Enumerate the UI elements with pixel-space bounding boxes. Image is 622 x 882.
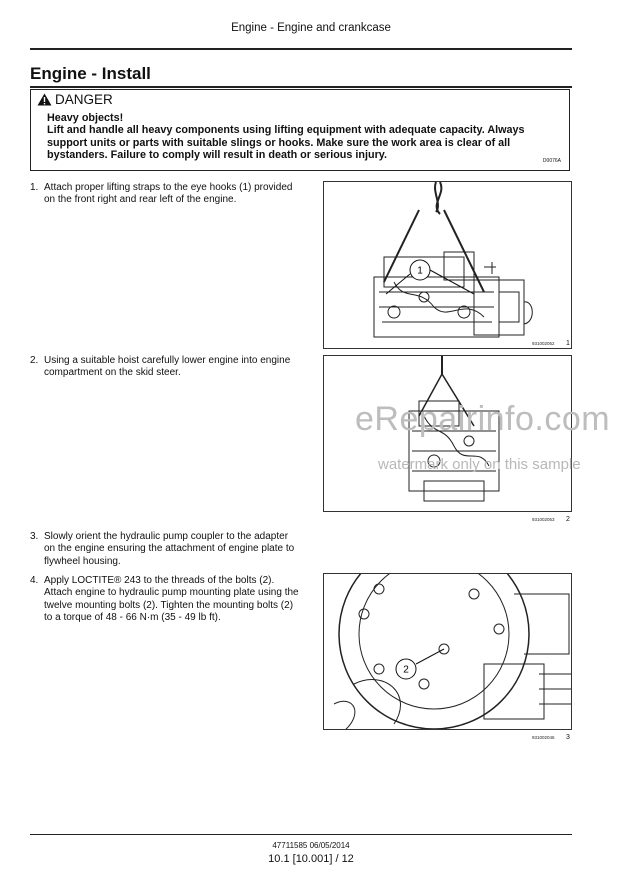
warning-triangle-icon [37,93,52,106]
title-rule [30,86,572,88]
figure-2-code: 931002053 [532,517,555,522]
step-text: Attach proper lifting straps to the eye hooks (1) provided on the front right and rear left of the engine. [44,182,293,206]
step-3 [30,531,300,568]
step-number: 2. [30,355,39,366]
running-header: Engine - Engine and crankcase [231,22,391,34]
figure-3 [323,573,572,730]
danger-label: DANGER [55,92,113,107]
footer-rule [30,834,572,835]
pump-mounting-illustration [324,574,572,730]
step-1 [30,182,300,207]
danger-body: Lift and handle all heavy components using lifting equipment with adequate capacity. Always support units or parts with suitable slings or hooks. Make sure the work area is clear of all bystanders. Failure to comply will result in death or serious injury. [47,124,525,161]
page-title: Engine - Install [30,64,151,83]
footer-page-number: 10.1 [10.001] / 12 [268,853,354,865]
danger-code: D0076A [542,158,561,164]
step-number: 3. [30,531,39,542]
step-text: Apply LOCTITE® 243 to the threads of the bolts (2). Attach engine to hydraulic pump mounting plate using the twelve mounting bolts (2). Tighten the mounting bolts (2) to a torque of 48 - 66 N·m (35 - 49 lb ft). [44,575,299,623]
footer-doc-number: 47711585 06/05/2014 [272,841,350,850]
watermark-site: eRepairinfo.com [355,400,611,438]
danger-text [47,112,562,161]
figure-1-number: 1 [566,340,570,347]
figure-3-number: 3 [566,734,570,741]
figure-2-number: 2 [566,516,570,523]
step-text: Slowly orient the hydraulic pump coupler to the adapter on the engine ensuring the attachment of engine plate to flywheel housing. [44,531,295,567]
danger-heading: Heavy objects! [47,112,124,124]
figure-1-code: 931002052 [532,341,555,346]
callout-2 [396,649,444,679]
callout-label: 1 [417,265,423,277]
watermark-note: watermark only on this sample [378,456,581,473]
step-number: 4. [30,575,39,586]
callout-label: 2 [403,664,409,676]
danger-box [30,89,570,171]
step-2 [30,355,300,380]
step-4 [30,575,300,624]
engine-lifting-illustration [324,182,572,349]
figure-1 [323,181,572,349]
danger-header [37,92,113,107]
figure-3-code: 931002046 [532,735,555,740]
step-number: 1. [30,182,39,193]
step-text: Using a suitable hoist carefully lower engine into engine compartment on the skid steer. [44,355,291,379]
header-rule [30,48,572,50]
